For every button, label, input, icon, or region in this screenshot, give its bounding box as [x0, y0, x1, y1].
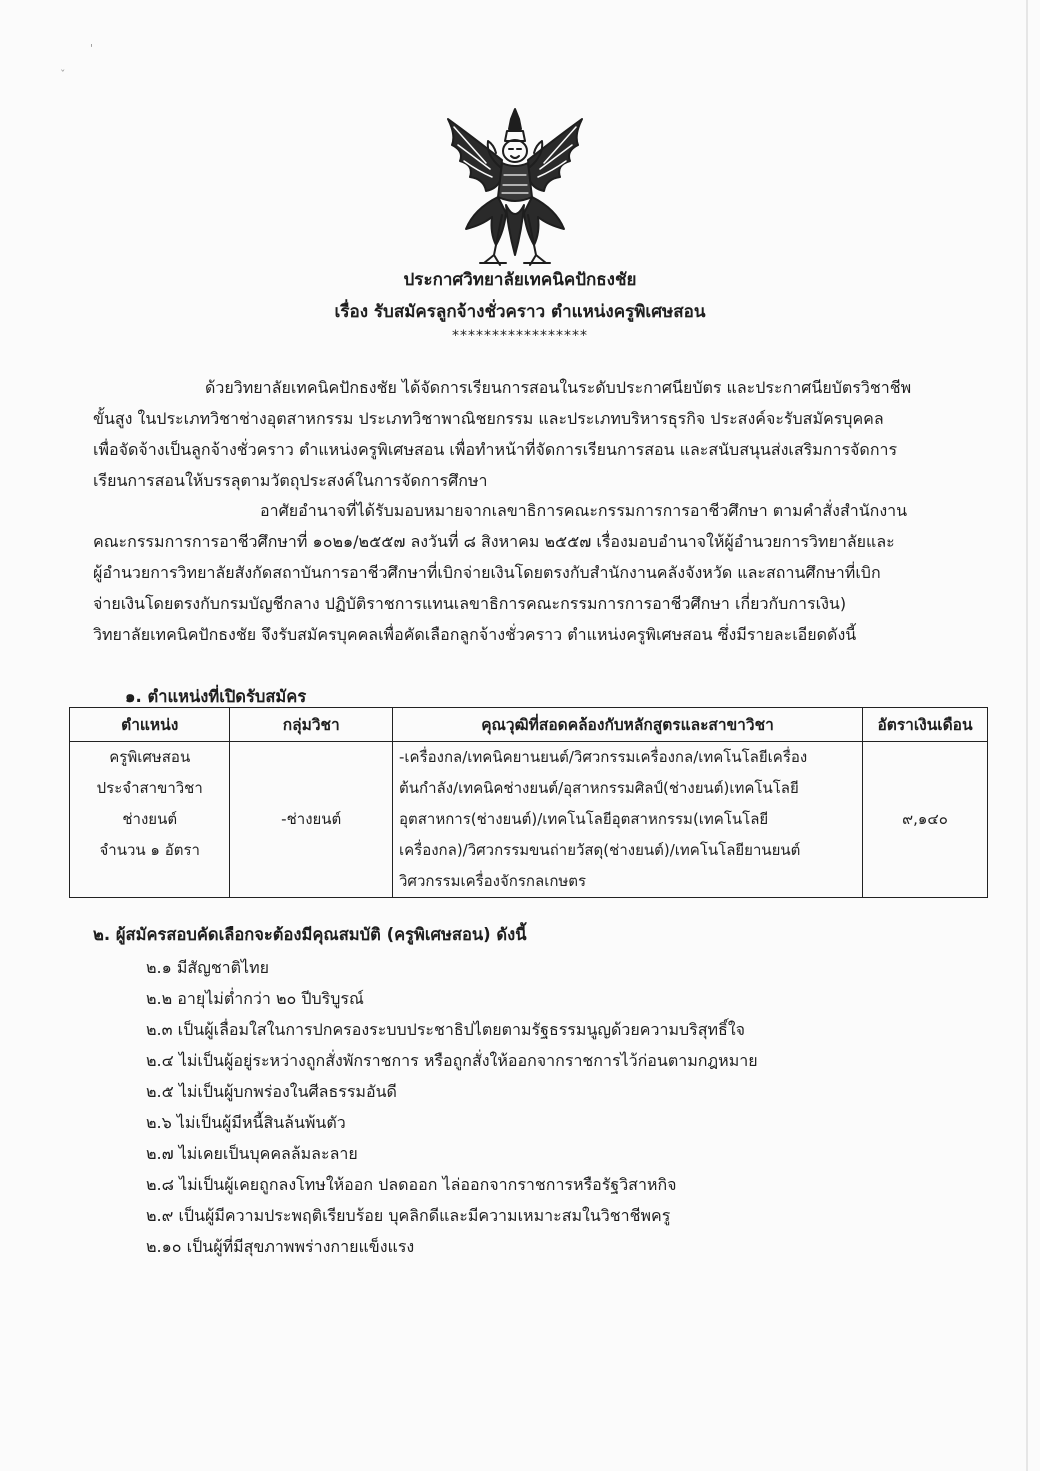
list-item: ๒.๗ ไม่เคยเป็นบุคคลล้มละลาย: [146, 1144, 358, 1163]
position-line: ประจำสาขาวิชา: [96, 779, 203, 797]
position-cell: [70, 742, 230, 898]
paragraph-line: อาศัยอำนาจที่ได้รับมอบหมายจากเลขาธิการคณะกรรมการการอาชีวศึกษา ตามคำสั่งสำนักงาน: [260, 501, 908, 520]
announcement-title: ประกาศวิทยาลัยเทคนิคปักธงชัย: [403, 270, 637, 290]
title-divider: *****************: [452, 328, 588, 344]
qualification-line: อุตสาหการ(ช่างยนต์)/เทคโนโลยีอุตสาหกรรม(เทคโนโลยี: [399, 810, 769, 828]
qualification-line: เครื่องกล)/วิศวกรรมขนถ่ายวัสดุ(ช่างยนต์)/เทคโนโลยียานยนต์: [399, 841, 801, 859]
paragraph-line: ผู้อำนวยการวิทยาลัยสังกัดสถาบันการอาชีวศึกษาที่เบิกจ่ายเงินโดยตรงกับสำนักงานคลังจังหวัด และสถานศึกษาที่เบิก: [93, 563, 881, 582]
column-header-group: กลุ่มวิชา: [230, 708, 393, 742]
page-edge: [1026, 0, 1028, 1471]
paragraph-line: ด้วยวิทยาลัยเทคนิคปักธงชัย ได้จัดการเรียนการสอนในระดับประกาศนียบัตร และประกาศนียบัตรวิชาชีพ: [205, 378, 912, 397]
announcement-subject: เรื่อง รับสมัครลูกจ้างชั่วคราว ตำแหน่งครูพิเศษสอน: [334, 302, 706, 322]
salary-cell: [863, 742, 988, 898]
intro-paragraph-2: [93, 495, 943, 650]
table-header-row: [70, 708, 988, 742]
group-cell: [230, 742, 393, 898]
column-header-salary: อัตราเงินเดือน: [863, 708, 988, 742]
qualifications-list: [146, 952, 758, 1262]
garuda-emblem-icon: [440, 105, 590, 270]
qualification-line: -เครื่องกล/เทคนิคยานยนต์/วิศวกรรมเครื่องกล/เทคโนโลยีเครื่อง: [399, 748, 808, 766]
positions-table: [69, 707, 988, 898]
list-item: ๒.๑๐ เป็นผู้ที่มีสุขภาพพร่างกายแข็งแรง: [146, 1237, 415, 1256]
column-header-qualifications: คุณวุฒิที่สอดคล้องกับหลักสูตรและสาขาวิชา: [393, 708, 863, 742]
list-item: ๒.๓ เป็นผู้เลื่อมใสในการปกครองระบบประชาธิปไตยตามรัฐธรรมนูญด้วยความบริสุทธิ์ใจ: [146, 1020, 745, 1039]
paragraph-line: เรียนการสอนให้บรรลุตามวัตถุประสงค์ในการจัดการศึกษา: [93, 471, 488, 490]
paragraph-line: จ่ายเงินโดยตรงกับกรมบัญชีกลาง ปฏิบัติราชการแทนเลขาธิการคณะกรรมการการอาชีวศึกษา เกี่ยวกับการเงิน): [93, 594, 847, 613]
paragraph-line: วิทยาลัยเทคนิคปักธงชัย จึงรับสมัครบุคคลเพื่อคัดเลือกลูกจ้างชั่วคราว ตำแหน่งครูพิเศษสอน ซึ่งมีรายละเอียดดังนี้: [93, 625, 857, 644]
section-1-heading: ๑. ตำแหน่งที่เปิดรับสมัคร: [125, 687, 307, 706]
scan-speck: ': [90, 42, 94, 55]
qualification-line: ต้นกำลัง/เทคนิคช่างยนต์/อุสาหกรรมศิลป์(ช่างยนต์)เทคโนโลยี: [399, 779, 799, 797]
list-item: ๒.๘ ไม่เป็นผู้เคยถูกลงโทษให้ออก ปลดออก ไล่ออกจากราชการหรือรัฐวิสาหกิจ: [146, 1175, 677, 1194]
qualification-line: วิศวกรรมเครื่องจักรกลเกษตร: [399, 872, 587, 890]
group-value: -ช่างยนต์: [281, 810, 342, 828]
intro-paragraph-1: [93, 372, 943, 496]
paragraph-line: เพื่อจัดจ้างเป็นลูกจ้างชั่วคราว ตำแหน่งครูพิเศษสอน เพื่อทำหน้าที่จัดการเรียนการสอน และสนับสนุนส่งเสริมการจัดการ: [93, 440, 898, 459]
table-row: [70, 742, 988, 898]
qualifications-cell: [393, 742, 863, 898]
scan-speck: ˇ: [60, 68, 66, 81]
column-header-position: ตำแหน่ง: [70, 708, 230, 742]
section-2-heading: ๒. ผู้สมัครสอบคัดเลือกจะต้องมีคุณสมบัติ (ครูพิเศษสอน) ดังนี้: [93, 925, 527, 944]
list-item: ๒.๖ ไม่เป็นผู้มีหนี้สินล้นพ้นตัว: [146, 1113, 346, 1132]
list-item: ๒.๙ เป็นผู้มีความประพฤติเรียบร้อย บุคลิกดีและมีความเหมาะสมในวิชาชีพครู: [146, 1206, 671, 1225]
list-item: ๒.๑ มีสัญชาติไทย: [146, 958, 270, 977]
paragraph-line: คณะกรรมการการอาชีวศึกษาที่ ๑๐๒๑/๒๕๕๗ ลงวันที่ ๘ สิงหาคม ๒๕๕๗ เรื่องมอบอำนาจให้ผู้อำนวยการวิทยาลัยและ: [93, 532, 895, 551]
list-item: ๒.๔ ไม่เป็นผู้อยู่ระหว่างถูกสั่งพักราชการ หรือถูกสั่งให้ออกจากราชการไว้ก่อนตามกฎหมาย: [146, 1051, 758, 1070]
position-line: จำนวน ๑ อัตรา: [99, 841, 200, 859]
position-line: ครูพิเศษสอน: [109, 748, 191, 766]
salary-value: ๙,๑๔๐: [902, 810, 948, 828]
paragraph-line: ขั้นสูง ในประเภทวิชาช่างอุตสาหกรรม ประเภทวิชาพาณิชยกรรม และประเภทบริหารธุรกิจ ประสงค์จะรับสมัครบุคคล: [93, 409, 884, 428]
position-line: ช่างยนต์: [122, 810, 178, 828]
list-item: ๒.๕ ไม่เป็นผู้บกพร่องในศีลธรรมอันดี: [146, 1082, 397, 1101]
list-item: ๒.๒ อายุไม่ต่ำกว่า ๒๐ ปีบริบูรณ์: [146, 989, 364, 1008]
